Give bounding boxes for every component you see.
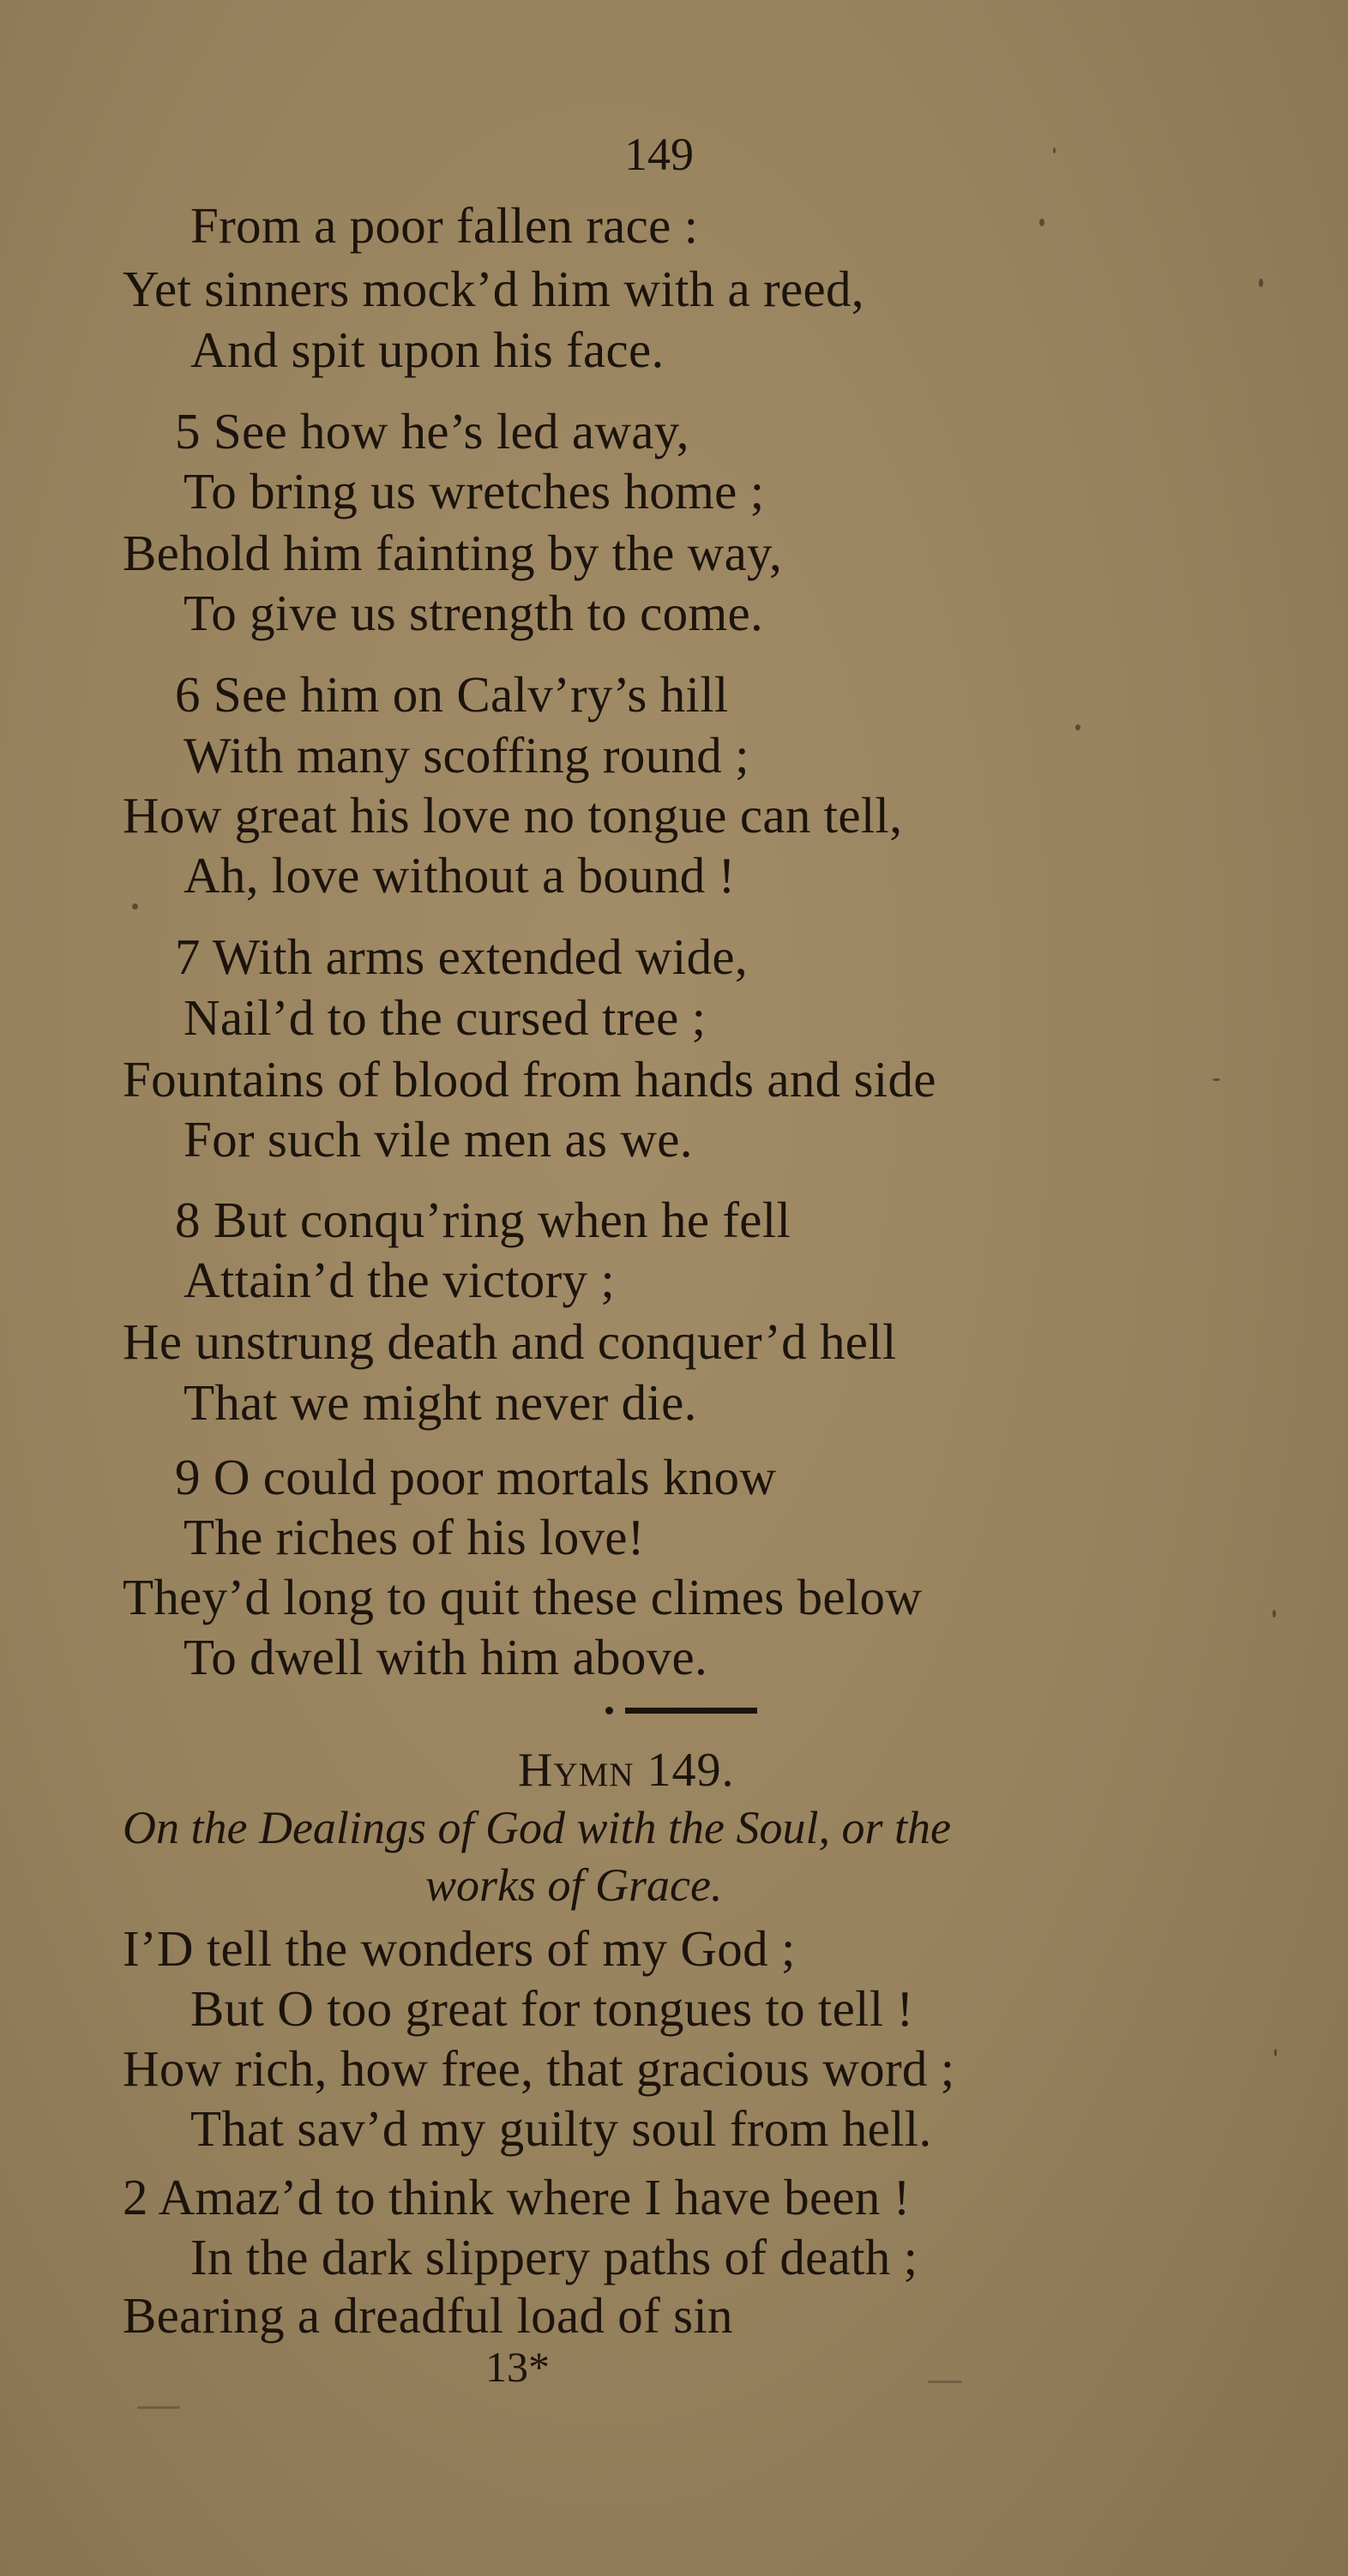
- hymn-subtitle: On the Dealings of God with the Soul, or the: [123, 1802, 951, 1853]
- page-number: 149: [624, 129, 694, 180]
- verse-line: I’D tell the wonders of my God ;: [123, 1920, 796, 1977]
- verse-line: 2 Amaz’d to think where I have been !: [123, 2169, 911, 2225]
- verse-line: The riches of his love!: [184, 1509, 645, 1565]
- verse-line: From a poor fallen race :: [190, 197, 699, 254]
- verse-line: Attain’d the victory ;: [184, 1252, 616, 1308]
- verse-line: But O too great for tongues to tell !: [190, 1980, 914, 2037]
- verse-line: Behold him fainting by the way,: [123, 525, 783, 581]
- verse-line: He unstrung death and conquer’d hell: [123, 1313, 897, 1370]
- verse-line: To dwell with him above.: [184, 1629, 707, 1685]
- verse-line: That we might never die.: [184, 1374, 697, 1431]
- verse-line: 6 See him on Calv’ry’s hill: [175, 666, 729, 723]
- verse-line: Fountains of blood from hands and side: [123, 1051, 936, 1108]
- signature-mark: 13*: [485, 2343, 550, 2391]
- rule-ornament-dot: [605, 1707, 613, 1714]
- verse-line: To bring us wretches home ;: [184, 463, 765, 519]
- verse-line: To give us strength to come.: [184, 585, 764, 641]
- verse-line: Yet sinners mock’d him with a reed,: [123, 261, 864, 317]
- verse-line: And spit upon his face.: [190, 321, 665, 378]
- verse-line: Nail’d to the cursed tree ;: [184, 989, 707, 1046]
- verse-line: Bearing a dreadful load of sin: [123, 2287, 733, 2344]
- verse-line: That sav’d my guilty soul from hell.: [190, 2100, 932, 2157]
- verse-line: They’d long to quit these climes below: [123, 1569, 923, 1625]
- verse-line: For such vile men as we.: [184, 1111, 693, 1168]
- verse-line: How great his love no tongue can tell,: [123, 787, 903, 844]
- verse-line: 8 But conqu’ring when he fell: [175, 1192, 791, 1248]
- hymn-subtitle: works of Grace.: [425, 1859, 723, 1911]
- verse-line: How rich, how free, that gracious word ;: [123, 2040, 955, 2097]
- verse-line: In the dark slippery paths of death ;: [190, 2229, 918, 2285]
- verse-line: With many scoffing round ;: [184, 727, 749, 784]
- hymn-heading: Hymn 149.: [518, 1744, 735, 1797]
- verse-line: 5 See how he’s led away,: [175, 403, 689, 459]
- verse-line: 9 O could poor mortals know: [175, 1449, 777, 1505]
- section-divider: [625, 1708, 757, 1714]
- verse-line: Ah, love without a bound !: [184, 847, 736, 904]
- verse-line: 7 With arms extended wide,: [175, 928, 748, 985]
